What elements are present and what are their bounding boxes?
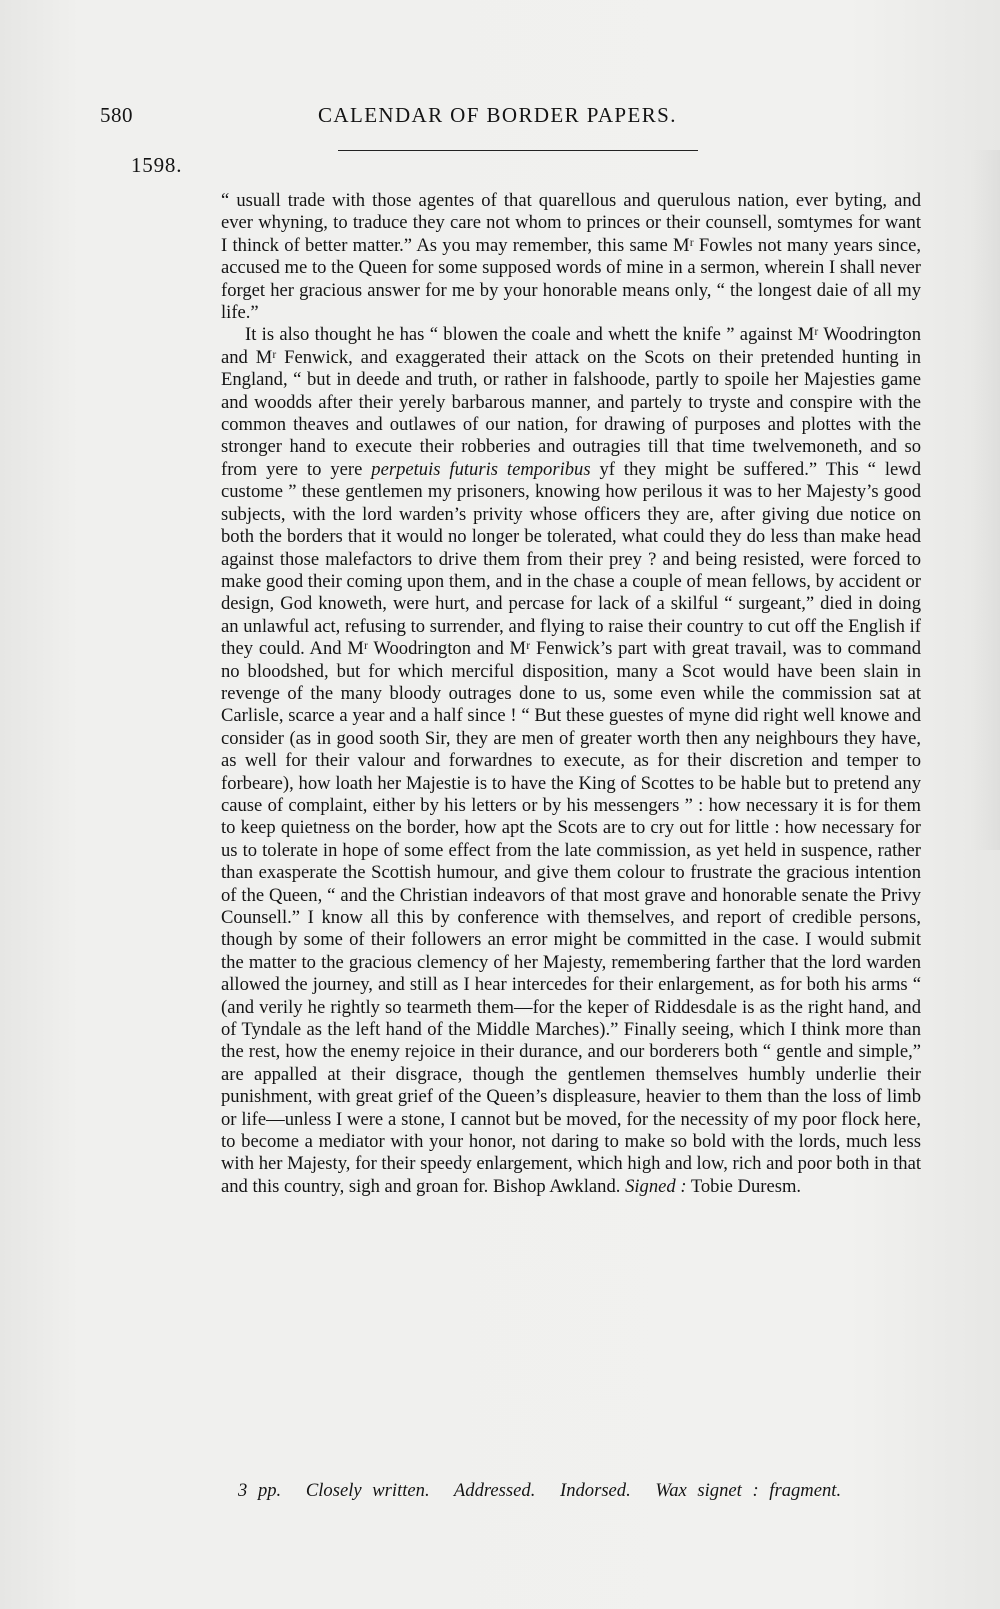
paragraph-2-part-a: It is also thought he has “ blowen the coale and whett the knife ” against Mʳ Woodrington and Mʳ Fenwick, and exaggerated their attack on the Scots on their pretended hunting in England, “ but in deede and truth, or rather in falshoode, partly to spoile her Majesties game and woodds after their yerely barbarous manner, and partely to tryste and conspire with the common theaves and outlawes of our nation, for drawing of purposes and plottes with the stronger hand to execute their robberies and outragies till that time twelvemoneth, and so from yere to yere [221,324,921,480]
latin-phrase: perpetuis futuris temporibus [371,458,591,480]
paragraph-1: “ usuall trade with those agentes of that quarellous and querulous nation, ever byting, and ever whyning, to traduce they care not whom to princes or their counsell, somtymes for want I thinck of better matter.” As you may remember, this same Mʳ Fowles not many years since, accused me to the Queen for some supposed words of mine in a sermon, wherein I shall never forget her gracious answer for me by your honorable means only, “ the longest daie of all my life.” [221,190,921,324]
page-edge-shadow [970,150,1000,850]
note-written: Closely written. [305,1480,430,1501]
letter-text [221,190,921,1198]
note-addressed: Addressed. [453,1480,536,1501]
note-indorsed: Indorsed. [560,1480,631,1501]
page-number: 580 [100,103,133,127]
header-rule [338,150,698,151]
document-note [238,1480,918,1502]
paragraph-2 [221,324,921,1198]
signature-name: Tobie Duresm. [690,1175,802,1197]
running-title: CALENDAR OF BORDER PAPERS. [318,103,677,127]
note-seal: Wax signet : fragment. [655,1480,842,1501]
paragraph-2-part-b: yf they might be suffered.” This “ lewd custome ” these gentlemen my prisoners, knowing how perilous it was to her Majesty’s good subjects, with the lord warden’s privity whose officers they are, after giving due notice on both the borders that it would no longer be tolerated, what could they do less than make head against those malefactors to drive them from their prey ? and being resisted, were forced to make good their coming upon them, and in the chase a couple of mean fellows, by accident or design, God knoweth, were hurt, and percase for lack of a skilful “ surgeant,” died in doing an unlawful act, refusing to surrender, and flying to raise their country to cut off the English if they could. And Mʳ Woodrington and Mʳ Fenwick’s part with great travail, was to command no bloodshed, but for which merciful disposition, many a Scot would have been slain in revenge of the many bloody outrages done to us, some even while the commission sat at Carlisle, scarce a year and a half since ! “ But these guestes of myne did right well knowe and consider (as in good sooth Sir, they are men of greater worth then any neighbours they have, as well for their valour and forwardnes to execute, as for their discretion and temper to forbeare), how loath her Majestie is to have the King of Scottes to be hable but to pretend any cause of complaint, either by his letters or by his messengers ” : how necessary it is for them to keep quietness on the border, how apt the Scots are to cry out for little : how necessary for us to tolerate in hope of some effect from the late commission, as yet held in suspence, rather than exasperate the Scottish humour, and give them colour to frustrate the gracious intention of the Queen, “ and the Christian indeavors of that most grave and honorable senate the Privy Counsell.” I know all this by conference with themselves, and report of credible persons, though by some of their followers an error might be committed in the case. I would submit the matter to the gracious clemency of her Majesty, remembering farther that the lord warden allowed the journey, and still as I hear intercedes for their enlargement, as for both his arms “ (and verily he rightly so tearmeth them—for the keper of Riddesdale is as the right hand, and of Tyndale as the left hand of the Middle Marches).” Finally seeing, which I think more than the rest, how the enemy rejoice in their durance, and our borderers both “ gentle and simple,” are appalled at their disgrace, though the gentlemen themselves humbly underlie their punishment, with great grief of the Queen’s displeasure, heavier to them than the loss of limb or life—unless I were a stone, I cannot but be moved, for the necessity of my poor flock here, to become a mediator with your honor, not daring to make so bold with the lords, much less with her Majesty, for their speedy enlargement, which high and low, rich and poor both in that and this country, sigh and groan for. Bishop Awkland. [221,458,922,1197]
page-header [100,103,730,137]
year-marginal: 1598. [131,153,183,177]
page-count: 3 pp. [238,1480,282,1501]
signed-label: Signed : [625,1175,687,1197]
